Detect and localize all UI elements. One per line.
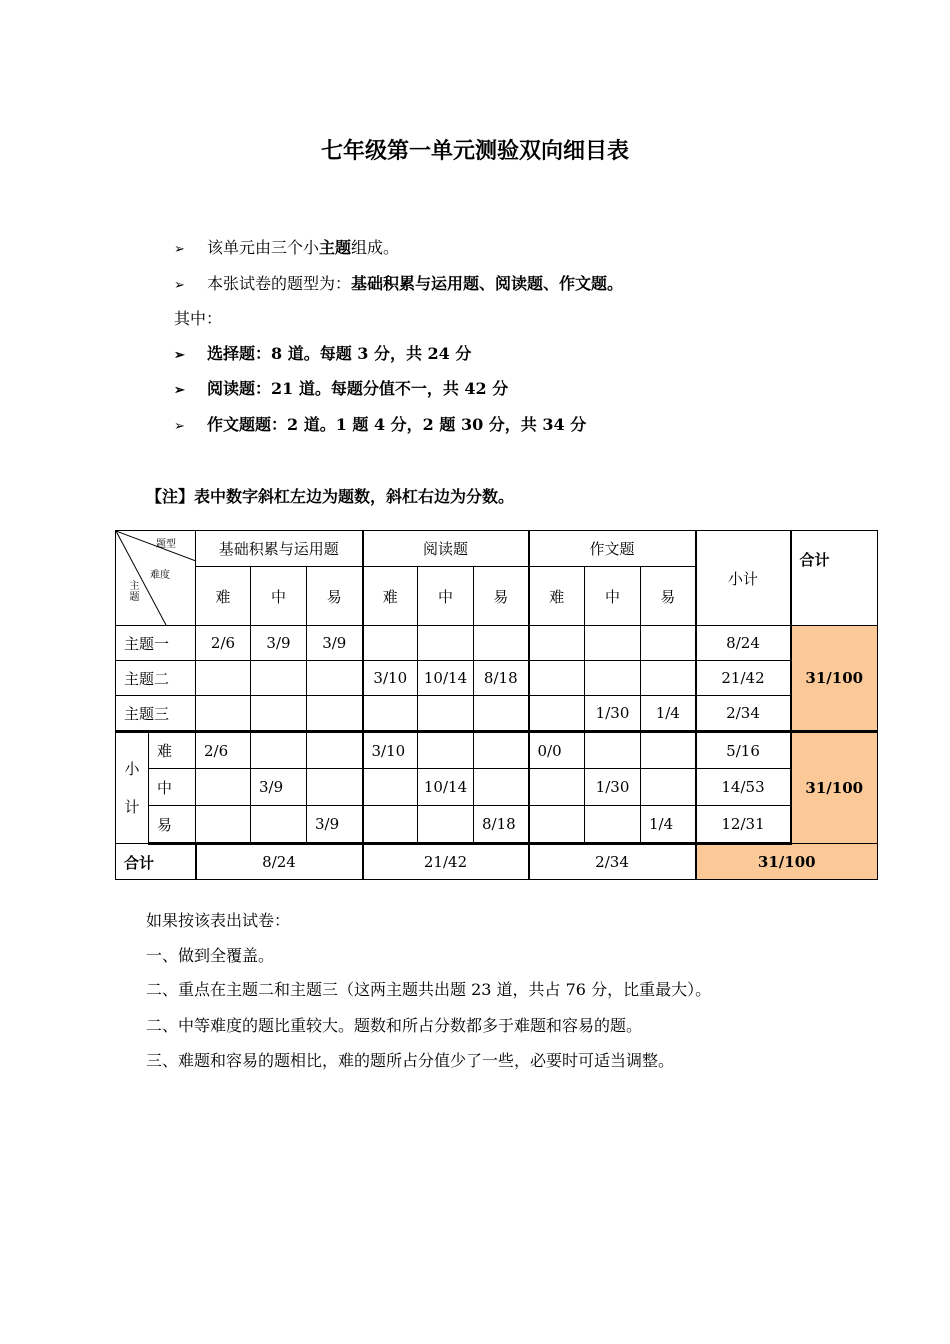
bullet-item: ➢ 作文题题：2 道。1 题 4 分，2 题 30 分，共 34 分 [174, 414, 586, 438]
subtotal-cell: 12/31 [696, 806, 791, 844]
bullet-item: ➢ 阅读题：21 道。每题分值不一，共 42 分 [174, 378, 508, 402]
table-cell: 1/4 [641, 696, 696, 732]
table-cell [529, 661, 585, 696]
arrow-bullet-icon: ➢ [174, 383, 185, 398]
row-label: 中 [149, 769, 196, 806]
table-cell [196, 696, 251, 732]
table-cell: 2/6 [196, 732, 251, 769]
table-cell [251, 732, 307, 769]
diagonal-header-cell [116, 531, 196, 626]
bullet-item: ➢ 该单元由三个小主题组成。 [174, 237, 399, 261]
group-header: 阅读题 [363, 531, 529, 567]
table-note: 【注】表中数字斜杠左边为题数，斜杠右边为分数。 [146, 487, 515, 506]
table-cell: 3/10 [363, 732, 418, 769]
table-cell [363, 806, 418, 844]
arrow-bullet-icon: ➢ [174, 242, 185, 257]
table-cell: 1/4 [641, 806, 696, 844]
table-cell: 0/0 [529, 732, 585, 769]
arrow-bullet-icon: ➢ [174, 278, 185, 293]
level-total-cell: 31/100 [791, 732, 878, 844]
table-cell [196, 769, 251, 806]
qizhong-text: 其中： [174, 309, 223, 328]
table-cell [474, 732, 529, 769]
level-header: 易 [641, 567, 696, 626]
table-cell [585, 806, 641, 844]
table-cell [529, 696, 585, 732]
table-cell [307, 769, 363, 806]
table-cell [529, 626, 585, 661]
table-cell [418, 626, 474, 661]
table-cell [196, 806, 251, 844]
table-cell [307, 661, 363, 696]
level-header: 难 [529, 567, 585, 626]
table-cell: 1/30 [585, 696, 641, 732]
table-cell: 2/6 [196, 626, 251, 661]
corner-label-topic: 主题 [129, 581, 140, 603]
grand-total-cell: 2/34 [529, 844, 696, 880]
table-cell [474, 696, 529, 732]
table-cell: 10/14 [418, 661, 474, 696]
table-cell [474, 626, 529, 661]
table-row [116, 844, 878, 880]
table-cell [585, 732, 641, 769]
conclusion-line: 二、重点在主题二和主题三（这两主题共出题 23 道，共占 76 分，比重最大）。 [146, 980, 712, 999]
table-row [116, 769, 878, 806]
row-label: 主题三 [116, 696, 196, 732]
row-label: 主题一 [116, 626, 196, 661]
conclusion-line: 如果按该表出试卷： [146, 911, 291, 930]
table-cell [529, 806, 585, 844]
subtotal-row-label: 小 计 [116, 732, 149, 844]
subtotal-cell: 2/34 [696, 696, 791, 732]
table-cell [307, 696, 363, 732]
table-cell [641, 769, 696, 806]
table-cell [251, 661, 307, 696]
level-header: 难 [196, 567, 251, 626]
table-row [116, 661, 878, 696]
subtotal-cell: 5/16 [696, 732, 791, 769]
grand-total-cell: 8/24 [196, 844, 363, 880]
table-cell [251, 806, 307, 844]
grand-total-label: 合计 [116, 844, 196, 880]
level-header: 中 [585, 567, 641, 626]
table-cell: 3/9 [307, 806, 363, 844]
group-header: 基础积累与运用题 [196, 531, 363, 567]
table-cell [196, 661, 251, 696]
level-header: 难 [363, 567, 418, 626]
table-cell [307, 732, 363, 769]
table-cell [418, 806, 474, 844]
grand-total-cell: 21/42 [363, 844, 529, 880]
subtotal-cell: 21/42 [696, 661, 791, 696]
row-label: 主题二 [116, 661, 196, 696]
subtotal-header: 小计 [696, 531, 791, 626]
table-cell: 3/9 [251, 626, 307, 661]
table-cell: 8/18 [474, 806, 529, 844]
table-cell [585, 661, 641, 696]
table-cell: 3/9 [307, 626, 363, 661]
table-cell [363, 696, 418, 732]
table-cell [474, 769, 529, 806]
table-cell [641, 732, 696, 769]
table-cell [641, 661, 696, 696]
row-label: 易 [149, 806, 196, 844]
table-cell [585, 626, 641, 661]
table-row [116, 732, 878, 769]
table-cell [418, 696, 474, 732]
table-row [116, 806, 878, 844]
total-header: 合计 [791, 531, 878, 626]
table-cell: 3/10 [363, 661, 418, 696]
arrow-bullet-icon: ➢ [174, 348, 185, 363]
bullet-item: ➢ 选择题：8 道。每题 3 分，共 24 分 [174, 343, 471, 367]
grand-total-value: 31/100 [696, 844, 878, 880]
level-header: 易 [307, 567, 363, 626]
bullet-item: ➢ 本张试卷的题型为：基础积累与运用题、阅读题、作文题。 [174, 273, 623, 297]
corner-label-type: 题型 [156, 539, 176, 550]
specification-table [115, 530, 878, 880]
table-cell [363, 769, 418, 806]
table-cell [363, 626, 418, 661]
table-cell [641, 626, 696, 661]
table-cell: 3/9 [251, 769, 307, 806]
conclusion-line: 二、中等难度的题比重较大。题数和所占分数都多于难题和容易的题。 [146, 1016, 643, 1035]
table-row [116, 626, 878, 661]
table-cell [418, 732, 474, 769]
table-cell [251, 696, 307, 732]
conclusion-line: 三、难题和容易的题相比，难的题所占分值少了一些，必要时可适当调整。 [146, 1051, 675, 1070]
arrow-bullet-icon: ➢ [174, 419, 185, 434]
group-header: 作文题 [529, 531, 696, 567]
table-cell: 10/14 [418, 769, 474, 806]
level-header: 中 [418, 567, 474, 626]
table-cell [529, 769, 585, 806]
corner-label-difficulty: 难度 [150, 570, 170, 581]
topic-total-cell: 31/100 [791, 626, 878, 732]
table-cell: 8/18 [474, 661, 529, 696]
subtotal-cell: 8/24 [696, 626, 791, 661]
table-row [116, 696, 878, 732]
row-label: 难 [149, 732, 196, 769]
conclusion-line: 一、做到全覆盖。 [146, 946, 275, 965]
subtotal-cell: 14/53 [696, 769, 791, 806]
table-cell: 1/30 [585, 769, 641, 806]
page-title: 七年级第一单元测验双向细目表 [320, 139, 629, 164]
level-header: 易 [474, 567, 529, 626]
level-header: 中 [251, 567, 307, 626]
